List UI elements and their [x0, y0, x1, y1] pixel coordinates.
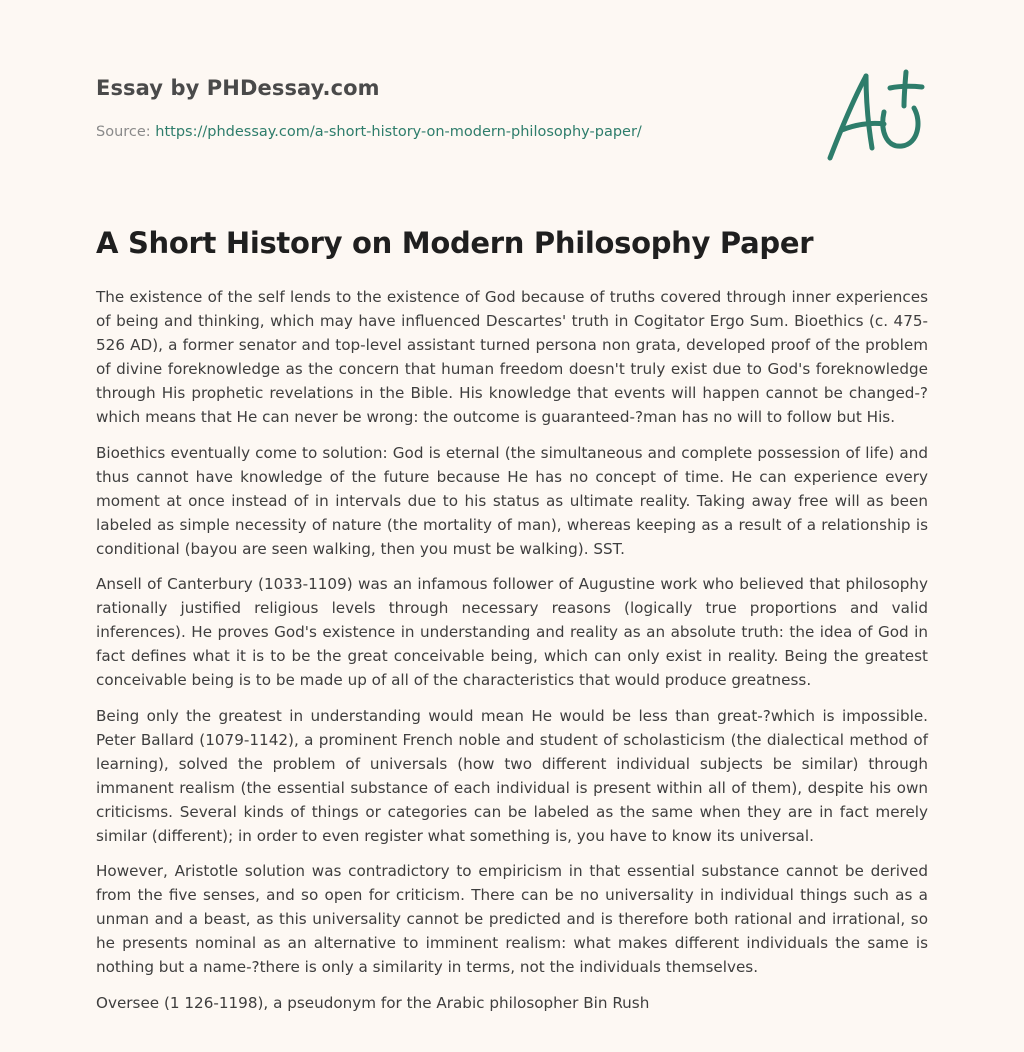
source-label: Source:: [96, 124, 151, 140]
essay-paragraph: Bioethics eventually come to solution: God is eternal (the simultaneous and complete possession of life) and thus cannot have knowledge of the future because He has no concept of time. He can experience every moment at once instead of in intervals due to his status as ultimate reality. Taking away free will as been labeled as simple necessity of nature (the mortality of man), whereas keeping as a result of a relationship is conditional (bayou are seen walking, then you must be walking). SST.: [96, 443, 928, 558]
site-brand: Essay by PHDessay.com: [96, 76, 380, 100]
essay-body: [96, 285, 928, 1026]
essay-paragraph: The existence of the self lends to the existence of God because of truths covered through inner experiences of being and thinking, which may have influenced Descartes' truth in Cogitator Ergo Sum. Bioethics (c. 475-526 AD), a former senator and top-level assistant turned persona non grata, developed proof of the problem of divine foreknowledge as the concern that human freedom doesn't truly exist due to God's foreknowledge through His prophetic revelations in the Bible. His knowledge that events will happen cannot be changed-?which means that He can never be wrong: the outcome is guaranteed-?man has no will to follow but His.: [96, 288, 928, 426]
a-plus-grade-icon: [822, 66, 932, 166]
source-line: [96, 124, 642, 140]
essay-paragraph: Ansell of Canterbury (1033-1109) was an infamous follower of Augustine work who believed that philosophy rationally justified religious levels through necessary reasons (logically true proportions and valid inferences). He proves God's existence in understanding and reality as an absolute truth: the idea of God in fact defines what it is to be the great conceivable being, which can only exist in reality. Being the greatest conceivable being is to be made up of all of the characteristics that would produce greatness.: [96, 575, 928, 689]
essay-paragraph: Oversee (1 126-1198), a pseudonym for the Arabic philosopher Bin Rush: [96, 993, 650, 1012]
source-link[interactable]: https://phdessay.com/a-short-history-on-modern-philosophy-paper/: [155, 124, 642, 140]
essay-paragraph: However, Aristotle solution was contradictory to empiricism in that essential substance cannot be derived from the five senses, and so open for criticism. There can be no universality in individual things such as a unman and a beast, as this universality cannot be predicted and is therefore both rational and irrational, so he presents nominal as an alternative to imminent realism: what makes different individuals the same is nothing but a name-?there is only a similarity in terms, not the individuals themselves.: [96, 862, 928, 976]
essay-paragraph: Being only the greatest in understanding would mean He would be less than great-?which is impossible. Peter Ballard (1079-1142), a prominent French noble and student of scholasticism (the dialectical method of learning), solved the problem of universals (how two different individual subjects be similar) through immanent realism (the essential substance of each individual is present within all of them), despite his own criticisms. Several kinds of things or categories can be labeled as the same when they are in fact merely similar (different); in order to even register what something is, you have to know its universal.: [96, 706, 928, 845]
essay-title: A Short History on Modern Philosophy Paper: [96, 226, 814, 260]
